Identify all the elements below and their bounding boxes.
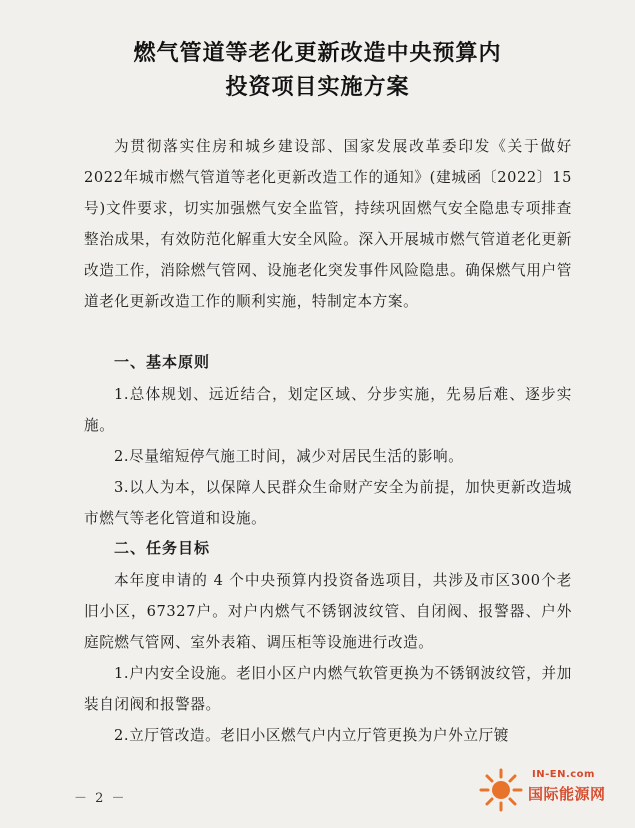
logo-text-cn: 国际能源网: [528, 785, 606, 803]
section2-heading: 二、任务目标: [114, 539, 211, 557]
site-logo: [478, 765, 628, 823]
logo-text-en: IN-EN.com: [532, 769, 595, 780]
section1-item1: 1.总体规划、远近结合，划定区域、分步实施，先易后难、逐步实施。: [84, 386, 572, 434]
page-number: － 2 －: [74, 791, 127, 806]
intro-paragraph: 为贯彻落实住房和城乡建设部、国家发展改革委印发《关于做好2022年城市燃气管道等老化更新改造工作的通知》(建城函〔2022〕15号)文件要求，切实加强燃气安全监管，持续巩固燃气安全隐患专项排查整治成果，有效防范化解重大安全风险。深入开展城市燃气管道老化更新改造工作，消除燃气管网、设施老化突发事件风险隐患。确保燃气用户管道老化更新改造工作的顺利实施，特制定本方案。: [84, 138, 572, 310]
sun-logo-icon: [478, 767, 524, 813]
document-title-line2: 投资项目实施方案: [225, 75, 410, 100]
section2-item1: 1.户内安全设施。老旧小区户内燃气软管更换为不锈钢波纹管，并加装自闭阀和报警器。: [84, 665, 572, 713]
section2-item2: 2.立厅管改造。老旧小区燃气户内立厅管更换为户外立厅镀: [114, 727, 509, 744]
section1-heading: 一、基本原则: [114, 353, 211, 371]
section1-item3: 3.以人为本，以保障人民群众生命财产安全为前提，加快更新改造城市燃气等老化管道和设施。: [84, 479, 572, 527]
section1-item2: 2.尽量缩短停气施工时间，减少对居民生活的影响。: [114, 448, 464, 465]
document-title-line1: 燃气管道等老化更新改造中央预算内: [133, 41, 502, 66]
section2-paragraph: 本年度申请的 4 个中央预算内投资备选项目，共涉及市区300个老旧小区，67327户。对户内燃气不锈钢波纹管、自闭阀、报警器、户外庭院燃气管网、室外表箱、调压柜等设施进行改造。: [84, 572, 572, 651]
